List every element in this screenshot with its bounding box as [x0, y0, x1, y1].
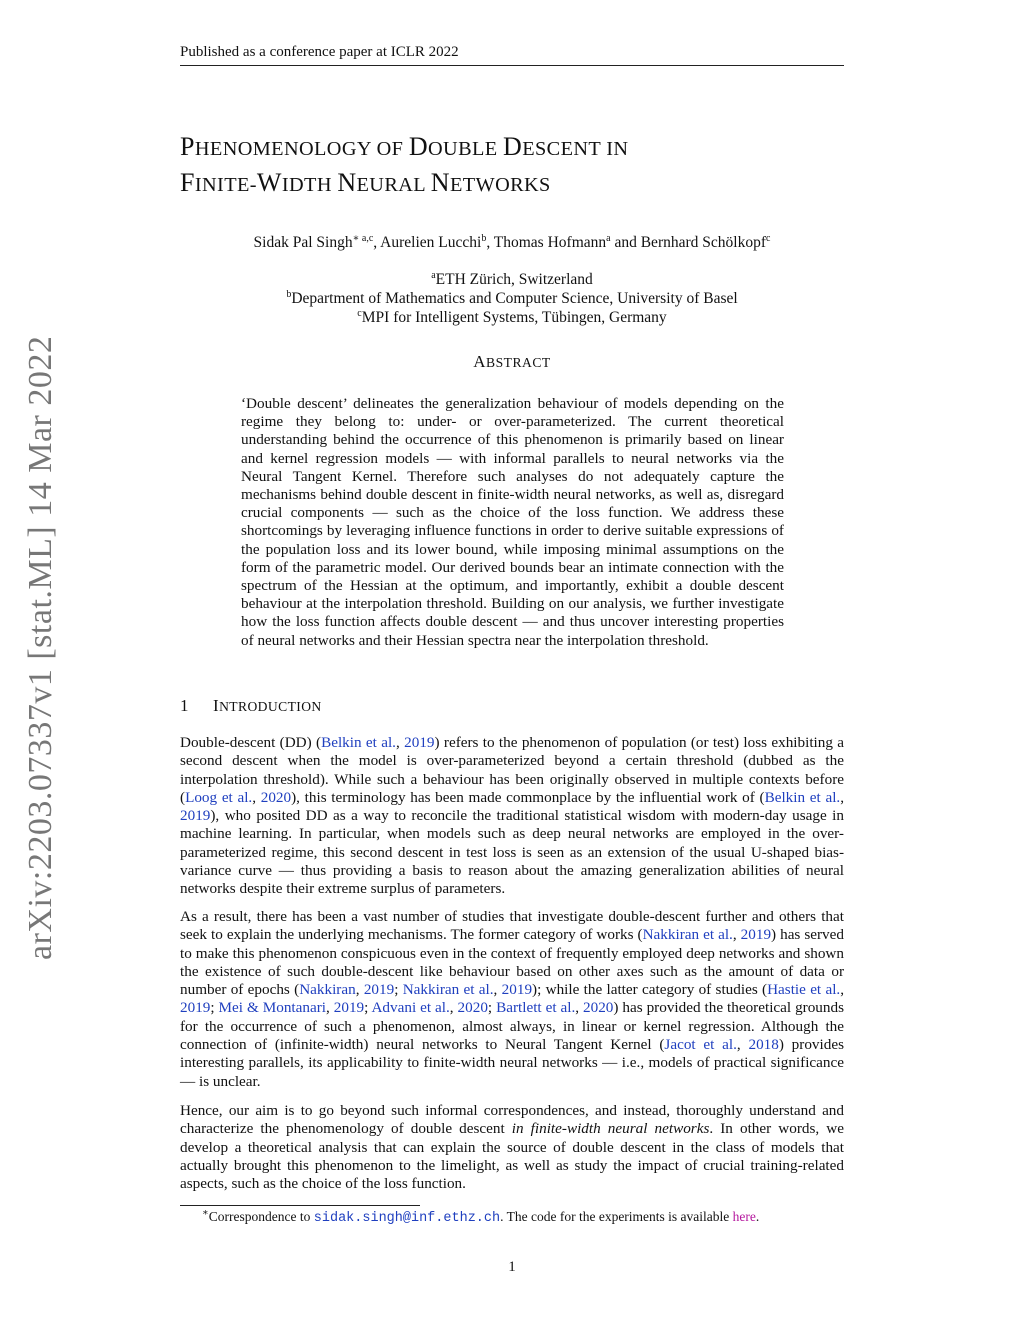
paper-title [180, 130, 844, 202]
affiliation-list [180, 270, 844, 327]
email-link[interactable]: sidak.singh@inf.ethz.ch [313, 1211, 501, 1226]
author-affiliation-marker: c [766, 232, 771, 244]
citation-link[interactable]: 2019 [501, 981, 533, 999]
paragraph: As a result, there has been a vast number of studies that investigate double-descent further and others that seek to explain the underlying mechanisms. The former category of works (Nakkiran et al., 2019) has served to make this phenomenon conspicuous even in the context of frequently employed deep networks and shown the existence of such double-descent like behaviour based on other axes such as the amount of data or number of epochs (Nakkiran, 2019; Nakkiran et al., 2019); while the latter category of studies (Hastie et al., 2019; Mei & Montanari, 2019; Advani et al., 2020; Bartlett et al., 2020) has provided the theoretical grounds for the occurrence of such a phenomenon, almost always, in linear or kernel regression. Although the connection of (infinite-width) neural networks to Neural Tangent Kernel (Jacot et al., 2018) provides interesting parallels, its applicability to finite-width neural networks — i.e., models of practical significance — is unclear. [180, 908, 845, 1090]
citation-link[interactable]: Loog et al. [185, 788, 253, 806]
citation-link[interactable]: 2020 [583, 999, 614, 1017]
citation-link[interactable]: Bartlett et al. [496, 999, 576, 1017]
citation-link[interactable]: Jacot et al. [664, 1036, 737, 1054]
affiliation-item: $^c$MPI for Intelligent Systems, Tübingen, Germany [357, 307, 667, 326]
citation-link[interactable]: 2019 [363, 981, 395, 999]
author-name: , Aurelien Lucchi [373, 234, 482, 251]
citation-link[interactable]: 2019 [740, 926, 772, 944]
citation-link[interactable]: 2019 [180, 999, 211, 1017]
author-affiliation-marker: ∗ a,c [352, 232, 374, 244]
citation-link[interactable]: Belkin et al. [764, 788, 841, 806]
abstract-heading: ABSTRACT [473, 352, 551, 371]
code-link[interactable]: here [732, 1209, 756, 1224]
paragraph: Hence, our aim is to go beyond such informal correspondences, and instead, thoroughly understand and characterize the phenomenology of double descent in finite-width neural networks. In other words, we develop a theoretical analysis that can explain the source of double descent in the class of models that actually brought this phenomenon to the limelight, as well as study the impact of crucial training-related aspects, such as the choice of the loss function. [180, 1102, 844, 1193]
running-head: Published as a conference paper at ICLR 2022 [180, 44, 844, 66]
citation-link[interactable]: 2019 [333, 999, 365, 1017]
citation-link[interactable]: 2020 [260, 788, 292, 806]
arxiv-sidebar-id[interactable]: arXiv:2203.07337v1 [stat.ML] 14 Mar 2022 [22, 335, 59, 960]
title-text: PHENOMENOLOGY OF DOUBLE DESCENT IN [180, 132, 629, 161]
footnote-divider [180, 1205, 420, 1206]
affiliation-item: $^a$ETH Zürich, Switzerland [431, 269, 593, 288]
abstract-text: ‘Double descent’ delineates the generalization behaviour of models depending on the regime they belong to: under- or over-parameterized. The current theoretical understanding behind the occurrence of this phenomenon is primarily based on linear and kernel regression models — with informal parallels to neural networks via the Neural Tangent Kernel. Therefore such analyses do not adequately capture the mechanisms behind double descent in finite-width neural networks, as well as, disregard crucial components — such as the choice of the loss function. We address these shortcomings by leveraging influence functions in order to derive suitable expressions of the population loss and its lower bound, while imposing minimal assumptions on the form of the parametric model. Our derived bounds bear an intimate connection with the spectrum of the Hessian at the optimum, and importantly, exhibit a double descent behaviour at the interpolation threshold. Building on our analysis, we further investigate how the loss function affects double descent — and thus uncover interesting properties of neural networks and their Hessian spectra near the interpolation threshold. [241, 395, 784, 649]
citation-link[interactable]: Hastie et al. [767, 981, 841, 999]
citation-link[interactable]: Nakkiran et al. [642, 926, 733, 944]
citation-link[interactable]: Mei & Montanari [218, 999, 326, 1017]
citation-link[interactable]: Belkin et al. [321, 734, 396, 751]
section-number: 1 [180, 696, 189, 715]
author-name: and Bernhard Schölkopf [610, 234, 766, 251]
author-name: , Thomas Hofmann [486, 234, 607, 251]
page-number: 1 [508, 1259, 516, 1275]
citation-link[interactable]: Nakkiran [299, 981, 356, 999]
author-list [180, 234, 844, 252]
citation-link[interactable]: 2020 [457, 999, 488, 1017]
section-heading-introduction: 1 INTRODUCTION [180, 696, 322, 715]
footnote: ∗Correspondence to sidak.singh@inf.ethz.ch. The code for the experiments is available here. [202, 1207, 760, 1226]
citation-link[interactable]: 2019 [404, 734, 435, 751]
citation-link[interactable]: Advani et al. [371, 999, 450, 1017]
author-affiliation-marker: b [481, 232, 487, 244]
paragraph: Double-descent (DD) (Belkin et al., 2019) refers to the phenomenon of population (or test) loss exhibiting a second descent when the model is over-parameterized beyond a certain threshold (dubbed as the interpolation threshold). While such a behaviour has been originally observed in multiple contexts before (Loog et al., 2020), this terminology has been made commonplace by the influential work of (Belkin et al., 2019), who posited DD as a way to reconcile the traditional statistical wisdom with modern-day usage in machine learning. In particular, when models such as deep neural networks are employed in the over-parameterized regime, this second descent in test loss is seen as an extension of the usual U-shaped bias-variance curve — thus providing a basis to reason about the amazing generalization abilities of neural networks despite their extreme surplus of parameters. [180, 734, 845, 898]
affiliation-item: $^b$Department of Mathematics and Computer Science, University of Basel [286, 288, 738, 307]
footnote-marker: ∗ [202, 1207, 209, 1219]
citation-link[interactable]: 2018 [748, 1036, 779, 1054]
citation-link[interactable]: 2019 [180, 807, 211, 825]
emphasis-text: in finite-width neural networks [511, 1120, 710, 1138]
citation-link[interactable]: Nakkiran et al. [402, 981, 494, 999]
title-text-line2: FINITE-WIDTH NEURAL NETWORKS [180, 168, 551, 197]
author-affiliation-marker: a [606, 232, 611, 244]
author-name: Sidak Pal Singh [253, 234, 353, 251]
